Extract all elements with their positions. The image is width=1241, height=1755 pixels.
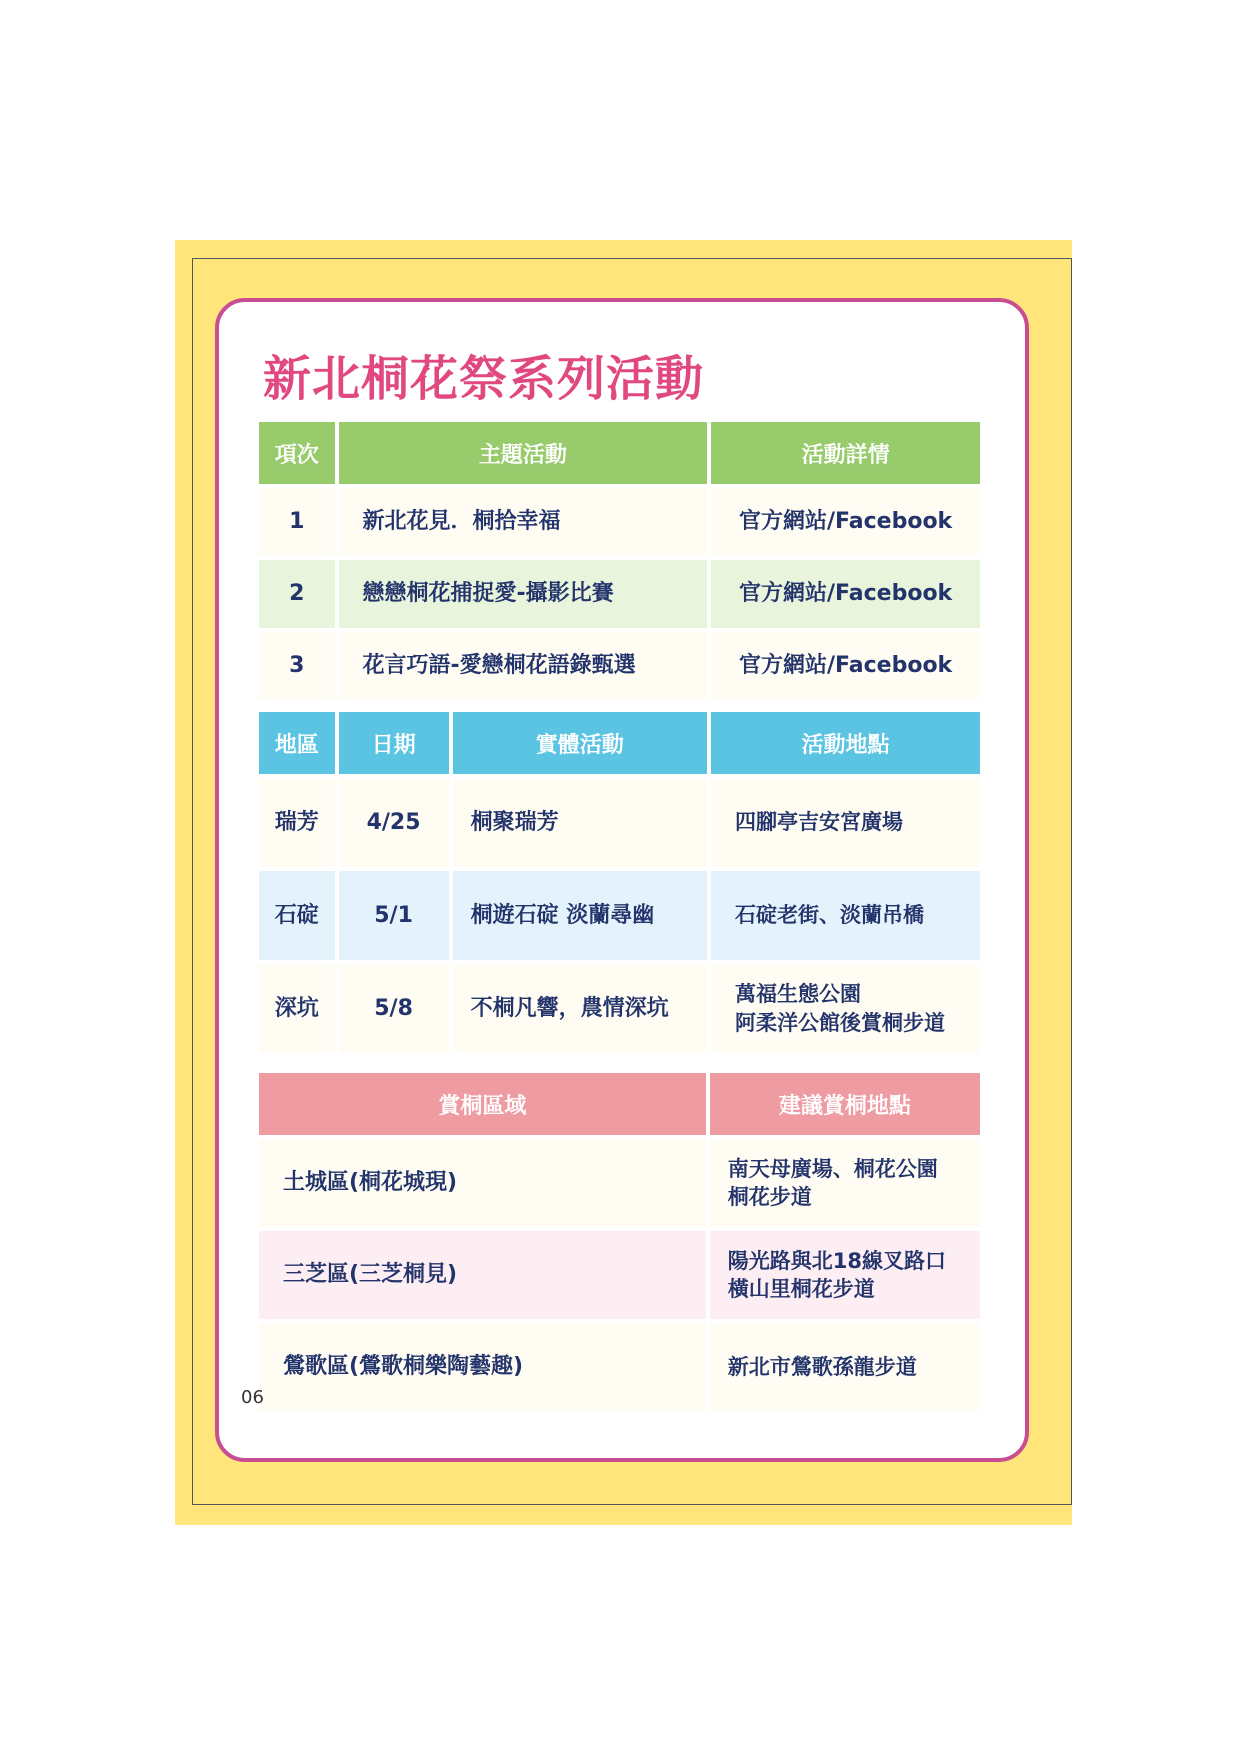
event-area: 深坑 xyxy=(259,964,335,1053)
region-spot-line: 桐花步道 xyxy=(727,1185,812,1209)
table-row xyxy=(259,871,980,960)
table-row xyxy=(259,1231,980,1319)
detail-link[interactable]: 官方網站/Facebook xyxy=(711,488,980,556)
region-name: 鶯歌區(鶯歌桐樂陶藝趣) xyxy=(259,1323,706,1411)
events-header-row xyxy=(259,712,980,774)
event-name: 桐聚瑞芳 xyxy=(453,778,707,867)
topic-name: 新北花見．桐拾幸福 xyxy=(339,488,708,556)
region-spot-line: 橫山里桐花步道 xyxy=(727,1277,875,1301)
event-place xyxy=(711,778,980,867)
region-name: 土城區(桐花城現) xyxy=(259,1139,706,1227)
table-row xyxy=(259,778,980,867)
region-spot-line: 新北市鶯歌孫龍步道 xyxy=(727,1354,917,1379)
page-title: 新北桐花祭系列活動 xyxy=(263,351,705,407)
table-row xyxy=(259,964,980,1053)
event-place-line: 石碇老街、淡蘭吊橋 xyxy=(735,903,925,928)
header-place: 活動地點 xyxy=(711,712,980,774)
topic-name: 戀戀桐花捕捉愛-攝影比賽 xyxy=(339,560,708,628)
item-no: 1 xyxy=(259,488,335,556)
areas-header-row xyxy=(259,1073,980,1135)
event-date: 5/1 xyxy=(339,871,449,960)
topic-name: 花言巧語-愛戀桐花語錄甄選 xyxy=(339,632,708,700)
event-name: 桐遊石碇 淡蘭尋幽 xyxy=(453,871,707,960)
table-row xyxy=(259,560,980,628)
item-no: 3 xyxy=(259,632,335,700)
header-topic: 主題活動 xyxy=(339,422,708,484)
header-spot: 建議賞桐地點 xyxy=(710,1073,980,1135)
region-spot xyxy=(710,1323,980,1411)
event-place-line: 四腳亭吉安宮廣場 xyxy=(735,810,904,835)
table-row xyxy=(259,1139,980,1227)
event-place-line: 阿柔洋公館後賞桐步道 xyxy=(735,1010,946,1035)
region-name: 三芝區(三芝桐見) xyxy=(259,1231,706,1319)
detail-link[interactable]: 官方網站/Facebook xyxy=(711,632,980,700)
header-region: 賞桐區域 xyxy=(259,1073,706,1135)
areas-table xyxy=(255,1069,984,1415)
table-row xyxy=(259,1323,980,1411)
topics-table xyxy=(255,418,984,704)
header-event: 實體活動 xyxy=(453,712,707,774)
table-row xyxy=(259,488,980,556)
header-date: 日期 xyxy=(339,712,449,774)
region-spot-line: 南天母廣場、桐花公園 xyxy=(727,1156,938,1181)
event-date: 5/8 xyxy=(339,964,449,1053)
event-area: 石碇 xyxy=(259,871,335,960)
table-row xyxy=(259,632,980,700)
event-place xyxy=(711,964,980,1053)
page-number: 06 xyxy=(241,1387,264,1408)
events-table xyxy=(255,708,984,1057)
yellow-sheet xyxy=(175,240,1072,1525)
event-name: 不桐凡響，農情深坑 xyxy=(453,964,707,1053)
item-no: 2 xyxy=(259,560,335,628)
region-spot xyxy=(710,1139,980,1227)
detail-link[interactable]: 官方網站/Facebook xyxy=(711,560,980,628)
region-spot-line: 陽光路與北18線叉路口 xyxy=(727,1248,946,1273)
event-area: 瑞芳 xyxy=(259,778,335,867)
content-card xyxy=(215,298,1029,1462)
header-item-no: 項次 xyxy=(259,422,335,484)
event-place-line: 萬福生態公園 xyxy=(735,982,862,1007)
region-spot xyxy=(710,1231,980,1319)
topics-header-row xyxy=(259,422,980,484)
event-place xyxy=(711,871,980,960)
event-date: 4/25 xyxy=(339,778,449,867)
header-detail: 活動詳情 xyxy=(711,422,980,484)
header-area: 地區 xyxy=(259,712,335,774)
